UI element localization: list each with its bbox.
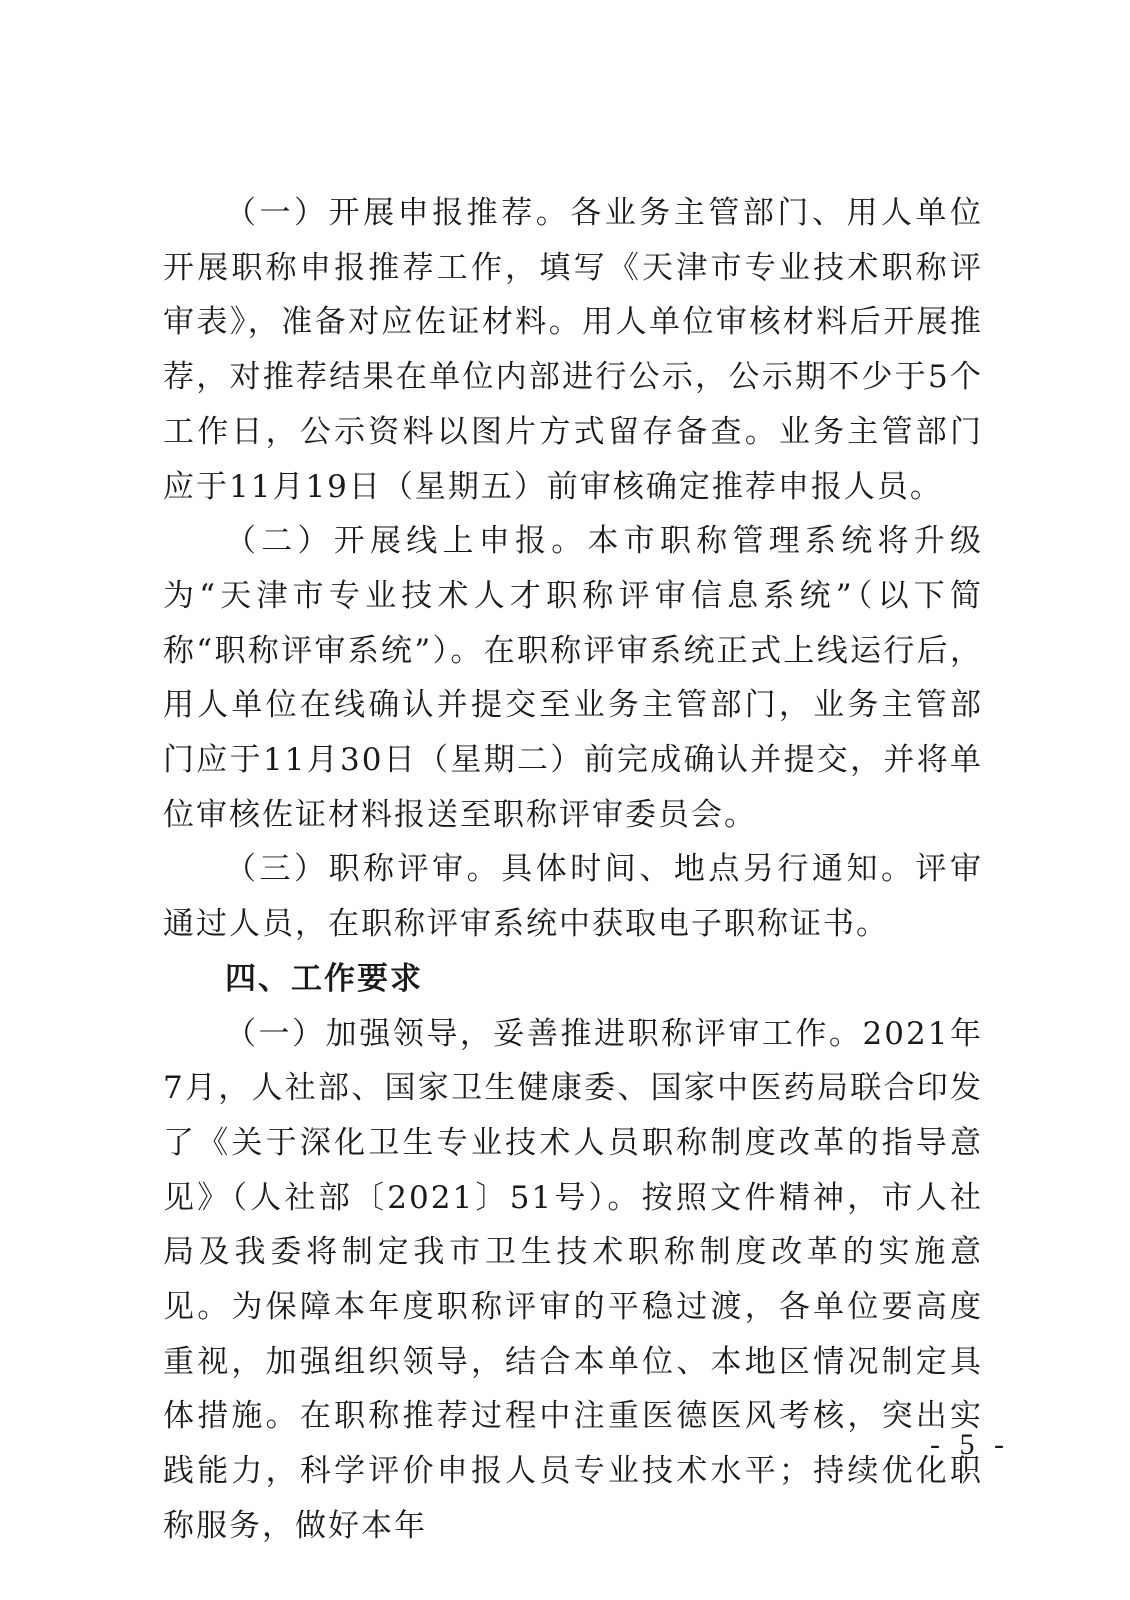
paragraph-title: （二）开展线上申报。 [225,523,588,560]
paragraph-strengthen-leadership [163,1007,983,1554]
paragraph-title: （三）职称评审。 [225,851,502,888]
document-body [163,186,983,1554]
paragraph-title-review [163,842,983,951]
section-heading-work-requirements: 四、工作要求 [225,960,423,997]
paragraph-title: （一）加强领导，妥善推进职称评审工作。 [225,1015,863,1052]
paragraph-title: （一）开展申报推荐。 [225,195,571,231]
paragraph-text: 各业务主管部门、用人单位开展职称申报推荐工作，填写《天津市专业技术职称评审表》，准备对应佐证材料。用人单位审核材料后开展推荐，对推荐结果在单位内部进行公示，公示期不少于5个工作日，公示资料以图片方式留存备查。业务主管部门应于11月19日（星期五）前审核确定推荐申报人员。 [163,195,984,505]
paragraph-text: 本市职称管理系统将升级为“天津市专业技术人才职称评审信息系统”（以下简称“职称评审系统”）。在职称评审系统正式上线运行后，用人单位在线确认并提交至业务主管部门，业务主管部门应于11月30日（星期二）前完成确认并提交，并将单位审核佐证材料报送至职称评审委员会。 [163,523,983,833]
paragraph-text: 2021年7月，人社部、国家卫生健康委、国家中医药局联合印发了《关于深化卫生专业技术人员职称制度改革的指导意见》（人社部〔2021〕51号）。按照文件精神，市人社局及我委将制定我市卫生技术职称制度改革的实施意见。为保障本年度职称评审的平稳过渡，各单位要高度重视，加强组织领导，结合本单位、本地区情况制定具体措施。在职称推荐过程中注重医德医风考核，突出实践能力，科学评价申报人员专业技术水平；持续优化职称服务，做好本年 [163,1015,983,1544]
page-number: - 5 - [930,1428,1010,1461]
paragraph-online-apply [163,514,983,842]
paragraph-apply-recommend [163,186,983,514]
paragraph-text: 具体时间、地点另行通知。评审通过人员，在职称评审系统中获取电子职称证书。 [163,851,984,943]
